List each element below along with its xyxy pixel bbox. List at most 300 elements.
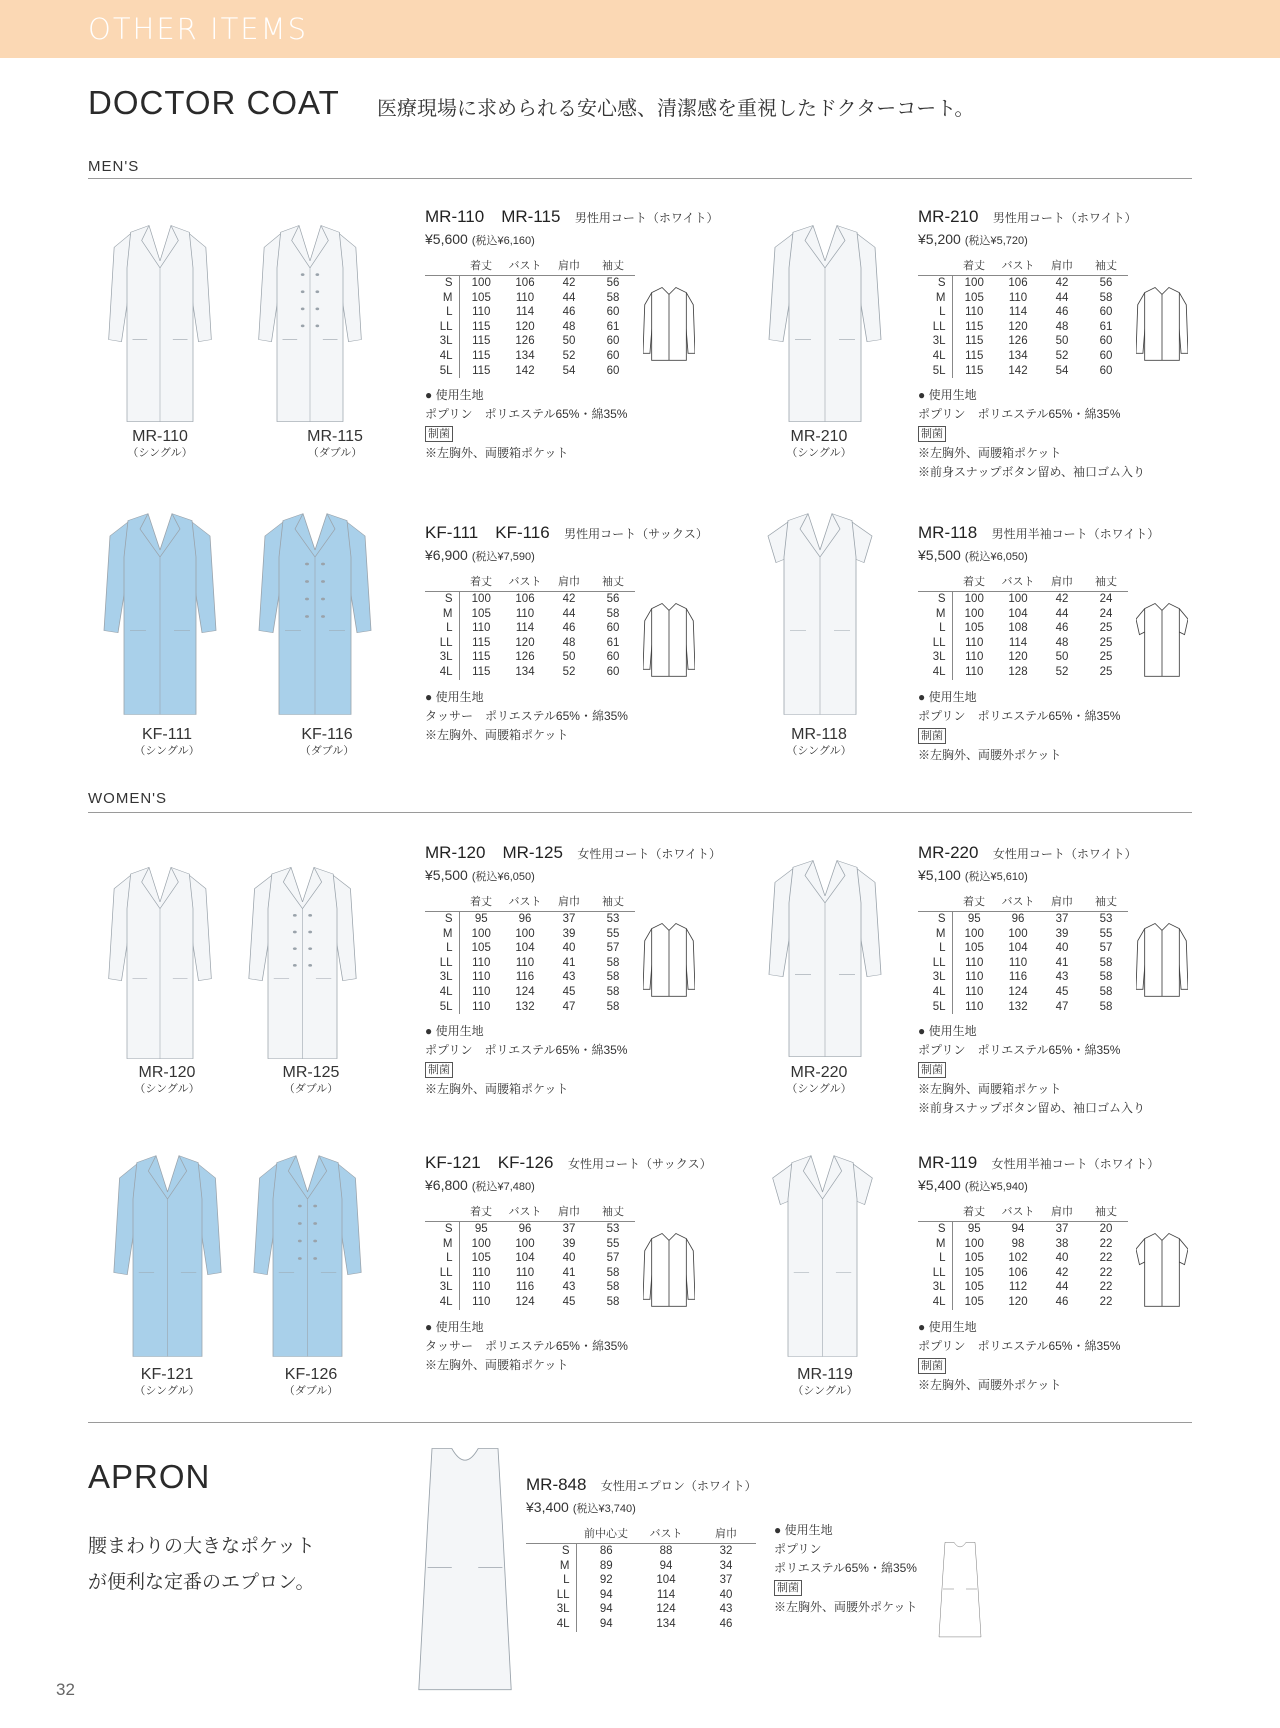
size-row bbox=[526, 1559, 756, 1574]
size-cell: 3L bbox=[425, 650, 459, 665]
size-cell: M bbox=[425, 291, 459, 306]
shoulder-cell: 37 bbox=[562, 913, 576, 925]
shoulder-cell: 44 bbox=[1055, 1281, 1069, 1294]
size-row bbox=[425, 956, 635, 971]
sleeve-cell: 55 bbox=[606, 927, 620, 940]
product-block bbox=[918, 842, 1278, 1118]
length-cell: 110 bbox=[472, 956, 491, 969]
fabric-label: ● 使用生地 bbox=[918, 1024, 977, 1039]
size-cell: M bbox=[918, 927, 952, 942]
length-cell: 110 bbox=[965, 636, 984, 649]
photo-caption-code: MR-220 bbox=[790, 1064, 848, 1081]
sleeve-cell: 57 bbox=[1099, 942, 1113, 955]
size-row bbox=[425, 650, 635, 665]
shoulder-cell: 47 bbox=[562, 1000, 576, 1013]
shoulder-cell: 50 bbox=[1055, 335, 1069, 348]
shoulder-cell: 48 bbox=[562, 320, 576, 333]
size-cell: 4L bbox=[425, 349, 459, 364]
bust-cell: 142 bbox=[1008, 364, 1028, 377]
apron-note: ※左胸外、両腰外ポケット bbox=[774, 1600, 918, 1614]
shoulder-cell: 50 bbox=[1055, 651, 1069, 664]
sleeve-cell: 60 bbox=[606, 306, 620, 319]
photo-caption-code: MR-110 bbox=[132, 428, 188, 445]
front-length-cell: 94 bbox=[599, 1617, 613, 1630]
product-note: ※左胸外、両腰箱ポケット bbox=[425, 1357, 569, 1372]
header-shoulder: 肩巾 bbox=[1040, 1201, 1084, 1222]
product-block bbox=[425, 206, 785, 463]
photo-caption-type: （シングル） bbox=[127, 447, 193, 459]
fabric-detail: ポプリン ポリエステル65%・綿35% bbox=[425, 407, 628, 422]
price-value: ¥5,200 bbox=[918, 231, 961, 247]
fabric-name: ポプリン bbox=[774, 1542, 822, 1556]
product-note: ※左胸外、両腰箱ポケット bbox=[918, 446, 1062, 461]
product-description: 男性用半袖コート（ホワイト） bbox=[991, 527, 1160, 541]
size-cell: M bbox=[425, 1237, 459, 1252]
sleeve-cell: 61 bbox=[1099, 320, 1113, 333]
price-tax: (税込¥7,590) bbox=[471, 551, 535, 563]
coat-photo-mr125 bbox=[245, 862, 360, 1066]
shoulder-cell: 43 bbox=[562, 1281, 576, 1294]
length-cell: 110 bbox=[472, 971, 491, 984]
shoulder-cell: 52 bbox=[562, 665, 576, 678]
photo-caption-code: MR-115 bbox=[307, 428, 363, 445]
header-shoulder: 肩巾 bbox=[1040, 255, 1084, 276]
shoulder-cell: 43 bbox=[719, 1603, 733, 1616]
shoulder-cell: 46 bbox=[719, 1617, 733, 1630]
sleeve-cell: 61 bbox=[606, 636, 620, 649]
size-row bbox=[918, 970, 1128, 985]
bust-cell: 94 bbox=[659, 1559, 673, 1572]
product-price bbox=[425, 865, 785, 887]
bust-cell: 134 bbox=[1008, 349, 1028, 362]
sleeve-cell: 60 bbox=[606, 335, 620, 348]
size-cell: 4L bbox=[425, 985, 459, 1000]
bust-cell: 100 bbox=[1008, 927, 1028, 940]
bust-cell: 132 bbox=[515, 1000, 535, 1013]
size-cell: 3L bbox=[918, 970, 952, 985]
photo-caption-type: （シングル） bbox=[134, 1083, 200, 1095]
photo-caption bbox=[770, 1366, 880, 1398]
fabric-label: ● 使用生地 bbox=[425, 388, 484, 403]
price-value: ¥5,500 bbox=[918, 547, 961, 563]
bust-cell: 110 bbox=[515, 291, 535, 304]
shoulder-cell: 48 bbox=[1055, 636, 1069, 649]
coat-sketch bbox=[1136, 1227, 1188, 1316]
size-row bbox=[918, 636, 1128, 651]
length-cell: 110 bbox=[965, 985, 984, 998]
bust-cell: 114 bbox=[515, 306, 535, 319]
apron-divider bbox=[88, 1422, 1192, 1423]
size-cell: 3L bbox=[918, 334, 952, 349]
bust-cell: 96 bbox=[1011, 913, 1025, 925]
bust-cell: 108 bbox=[1008, 622, 1028, 635]
bust-cell: 114 bbox=[1008, 306, 1028, 319]
product-description: 男性用コート（ホワイト） bbox=[574, 211, 719, 225]
photo-caption bbox=[256, 1366, 366, 1398]
sleeve-cell: 22 bbox=[1099, 1281, 1113, 1294]
page-subtitle: 医療現場に求められる安心感、清潔感を重視したドクターコート。 bbox=[377, 96, 975, 120]
size-row bbox=[918, 665, 1128, 680]
size-row bbox=[918, 956, 1128, 971]
sleeve-cell: 58 bbox=[606, 1000, 620, 1013]
header-sleeve: 袖丈 bbox=[1084, 571, 1128, 592]
size-row bbox=[918, 364, 1128, 379]
sleeve-cell: 58 bbox=[1099, 971, 1113, 984]
photo-caption-type: （ダブル） bbox=[283, 1083, 339, 1095]
product-price bbox=[425, 545, 785, 567]
size-row bbox=[425, 941, 635, 956]
shoulder-cell: 44 bbox=[1055, 291, 1069, 304]
size-row bbox=[425, 607, 635, 622]
shoulder-cell: 41 bbox=[562, 1266, 576, 1279]
fabric-label: ● 使用生地 bbox=[425, 1024, 484, 1039]
size-cell: L bbox=[425, 621, 459, 636]
header-sleeve: 袖丈 bbox=[591, 1201, 635, 1222]
apron-description: 女性用エプロン（ホワイト） bbox=[600, 1479, 757, 1493]
size-table bbox=[425, 891, 635, 1014]
price-tax: (税込¥5,720) bbox=[964, 235, 1028, 247]
product-description: 女性用コート（ホワイト） bbox=[577, 847, 722, 861]
sleeve-cell: 58 bbox=[606, 971, 620, 984]
sleeve-cell: 58 bbox=[606, 607, 620, 620]
bust-cell: 126 bbox=[515, 335, 535, 348]
sleeve-cell: 58 bbox=[1099, 1000, 1113, 1013]
apron-sketch bbox=[935, 1519, 985, 1644]
size-cell: L bbox=[918, 621, 952, 636]
size-cell: 4L bbox=[425, 1295, 459, 1310]
shoulder-cell: 41 bbox=[1055, 956, 1069, 969]
mens-section-label: MEN'S bbox=[88, 158, 140, 175]
price-value: ¥5,100 bbox=[918, 867, 961, 883]
front-length-cell: 89 bbox=[599, 1559, 613, 1572]
photo-caption-code: MR-120 bbox=[138, 1064, 196, 1081]
header-bust: バスト bbox=[636, 1523, 696, 1544]
sleeve-cell: 25 bbox=[1099, 651, 1113, 664]
fabric-label: ● 使用生地 bbox=[918, 1319, 977, 1334]
size-cell: S bbox=[425, 912, 459, 927]
bust-cell: 104 bbox=[1008, 942, 1028, 955]
shoulder-cell: 46 bbox=[562, 622, 576, 635]
apron-lead-line-2: が便利な定番のエプロン。 bbox=[88, 1571, 315, 1593]
photo-caption-type: （ダブル） bbox=[283, 1385, 339, 1397]
size-row bbox=[425, 276, 635, 291]
length-cell: 105 bbox=[964, 1281, 984, 1294]
size-cell: 4L bbox=[526, 1617, 576, 1632]
size-cell: 3L bbox=[425, 1280, 459, 1295]
price-tax: (税込¥6,050) bbox=[471, 871, 535, 883]
bust-cell: 134 bbox=[656, 1617, 676, 1630]
sleeve-cell: 57 bbox=[606, 1252, 620, 1265]
bust-cell: 120 bbox=[515, 636, 535, 649]
header-length: 着丈 bbox=[459, 571, 503, 592]
bust-cell: 104 bbox=[656, 1574, 676, 1587]
bust-cell: 106 bbox=[1008, 1266, 1028, 1279]
size-cell: L bbox=[918, 941, 952, 956]
size-row bbox=[918, 1280, 1128, 1295]
size-cell: 4L bbox=[918, 1295, 952, 1310]
size-cell: S bbox=[425, 1222, 459, 1237]
size-cell: LL bbox=[425, 956, 459, 971]
antibacterial-badge: 制菌 bbox=[918, 1062, 946, 1078]
front-length-cell: 86 bbox=[599, 1545, 613, 1557]
size-row bbox=[918, 1222, 1128, 1237]
length-cell: 100 bbox=[471, 1237, 491, 1250]
size-row bbox=[425, 1000, 635, 1015]
sleeve-cell: 60 bbox=[606, 364, 620, 377]
photo-caption-type: （シングル） bbox=[792, 1385, 858, 1397]
length-cell: 115 bbox=[965, 320, 984, 333]
size-table bbox=[918, 571, 1128, 680]
shoulder-cell: 54 bbox=[1055, 364, 1069, 377]
length-cell: 115 bbox=[965, 335, 984, 348]
price-value: ¥6,900 bbox=[425, 547, 468, 563]
size-cell: 5L bbox=[918, 1000, 952, 1015]
antibacterial-badge: 制菌 bbox=[918, 426, 946, 442]
length-cell: 95 bbox=[967, 1223, 981, 1235]
bust-cell: 134 bbox=[515, 665, 535, 678]
length-cell: 100 bbox=[964, 927, 984, 940]
bust-cell: 96 bbox=[518, 1223, 532, 1235]
product-note: ※左胸外、両腰外ポケット bbox=[918, 1377, 1062, 1392]
length-cell: 100 bbox=[964, 277, 984, 289]
bust-cell: 124 bbox=[1008, 985, 1028, 998]
shoulder-cell: 32 bbox=[719, 1545, 733, 1557]
price-value: ¥3,400 bbox=[526, 1499, 569, 1515]
bust-cell: 116 bbox=[515, 971, 535, 984]
photo-caption bbox=[272, 726, 382, 758]
bust-cell: 104 bbox=[1008, 607, 1028, 620]
price-tax: (税込¥3,740) bbox=[572, 1503, 636, 1515]
bust-cell: 124 bbox=[515, 1295, 535, 1308]
length-cell: 105 bbox=[471, 1252, 491, 1265]
sleeve-cell: 55 bbox=[606, 1237, 620, 1250]
coat-sketch bbox=[643, 1227, 695, 1316]
photo-caption-code: KF-121 bbox=[140, 1366, 194, 1383]
coat-photo-kf126 bbox=[250, 1150, 365, 1364]
product-note: ※左胸外、両腰箱ポケット bbox=[918, 1082, 1062, 1097]
sleeve-cell: 58 bbox=[606, 1266, 620, 1279]
header-sleeve: 袖丈 bbox=[1084, 891, 1128, 912]
sleeve-cell: 24 bbox=[1099, 607, 1113, 620]
length-cell: 115 bbox=[472, 320, 491, 333]
length-cell: 110 bbox=[965, 1000, 984, 1013]
bust-cell: 132 bbox=[1008, 1000, 1028, 1013]
length-cell: 110 bbox=[472, 985, 491, 998]
price-tax: (税込¥5,610) bbox=[964, 871, 1028, 883]
shoulder-cell: 42 bbox=[1055, 1266, 1069, 1279]
shoulder-cell: 42 bbox=[1055, 277, 1069, 289]
sleeve-cell: 22 bbox=[1099, 1252, 1113, 1265]
fabric-detail: ポプリン ポリエステル65%・綿35% bbox=[918, 407, 1121, 422]
length-cell: 105 bbox=[471, 607, 491, 620]
size-cell: S bbox=[918, 1222, 952, 1237]
size-row bbox=[425, 1251, 635, 1266]
length-cell: 115 bbox=[472, 665, 491, 678]
header-bust: バスト bbox=[503, 255, 547, 276]
photo-caption-type: （ダブル） bbox=[299, 745, 355, 757]
size-cell: L bbox=[425, 941, 459, 956]
size-cell: M bbox=[918, 291, 952, 306]
sleeve-cell: 60 bbox=[606, 622, 620, 635]
length-cell: 105 bbox=[964, 1266, 984, 1279]
size-row bbox=[918, 607, 1128, 622]
fabric-label: ● 使用生地 bbox=[425, 1319, 484, 1334]
fabric-label: ● 使用生地 bbox=[918, 689, 977, 704]
sleeve-cell: 22 bbox=[1099, 1237, 1113, 1250]
size-cell: L bbox=[918, 305, 952, 320]
size-cell: 3L bbox=[425, 970, 459, 985]
header-shoulder: 肩巾 bbox=[547, 891, 591, 912]
shoulder-cell: 46 bbox=[562, 306, 576, 319]
shoulder-cell: 37 bbox=[1055, 913, 1069, 925]
size-row bbox=[918, 621, 1128, 636]
size-cell: 4L bbox=[425, 665, 459, 680]
sleeve-cell: 25 bbox=[1099, 636, 1113, 649]
antibacterial-badge: 制菌 bbox=[774, 1580, 802, 1596]
fabric-detail: ポプリン ポリエステル65%・綿35% bbox=[918, 1338, 1121, 1353]
fabric-label: ● 使用生地 bbox=[918, 388, 977, 403]
shoulder-cell: 37 bbox=[719, 1574, 733, 1587]
apron-title: APRON bbox=[88, 1458, 211, 1495]
bust-cell: 128 bbox=[1008, 665, 1028, 678]
photo-caption-code: MR-119 bbox=[797, 1366, 853, 1383]
length-cell: 105 bbox=[964, 1295, 984, 1308]
product-codes: MR-220 bbox=[918, 843, 979, 862]
bust-cell: 124 bbox=[515, 985, 535, 998]
sleeve-cell: 60 bbox=[606, 349, 620, 362]
size-table bbox=[425, 1201, 635, 1310]
length-cell: 95 bbox=[967, 913, 981, 925]
shoulder-cell: 43 bbox=[562, 971, 576, 984]
sleeve-cell: 60 bbox=[606, 651, 620, 664]
apron-code: MR-848 bbox=[526, 1475, 587, 1494]
sleeve-cell: 58 bbox=[606, 291, 620, 304]
header-shoulder: 肩巾 bbox=[1040, 571, 1084, 592]
size-row bbox=[918, 276, 1128, 291]
header-bust: バスト bbox=[503, 1201, 547, 1222]
price-value: ¥5,500 bbox=[425, 867, 468, 883]
length-cell: 105 bbox=[471, 291, 491, 304]
shoulder-cell: 46 bbox=[1055, 622, 1069, 635]
size-row bbox=[425, 927, 635, 942]
sleeve-cell: 53 bbox=[606, 913, 620, 925]
length-cell: 110 bbox=[965, 956, 984, 969]
size-row bbox=[918, 592, 1128, 607]
size-row bbox=[918, 650, 1128, 665]
length-cell: 115 bbox=[472, 651, 491, 664]
bust-cell: 120 bbox=[1008, 1295, 1028, 1308]
product-description: 男性用コート（ホワイト） bbox=[992, 211, 1137, 225]
bust-cell: 114 bbox=[515, 622, 535, 635]
size-cell: 3L bbox=[526, 1602, 576, 1617]
size-table bbox=[918, 255, 1128, 378]
apron-photo bbox=[410, 1440, 520, 1699]
photo-caption-type: （シングル） bbox=[134, 1385, 200, 1397]
length-cell: 105 bbox=[964, 622, 984, 635]
product-codes: KF-121 KF-126 bbox=[425, 1153, 554, 1172]
bust-cell: 134 bbox=[515, 349, 535, 362]
size-cell: M bbox=[526, 1559, 576, 1574]
photo-caption bbox=[105, 428, 215, 460]
product-note: ※前身スナップボタン留め、袖口ゴム入り bbox=[918, 1101, 1146, 1116]
coat-sketch bbox=[1136, 917, 1188, 1006]
length-cell: 110 bbox=[472, 622, 491, 635]
header-bust: バスト bbox=[996, 571, 1040, 592]
length-cell: 115 bbox=[472, 349, 491, 362]
coat-sketch bbox=[643, 281, 695, 370]
size-cell: S bbox=[918, 276, 952, 291]
size-row bbox=[918, 334, 1128, 349]
length-cell: 105 bbox=[964, 942, 984, 955]
header-shoulder: 肩巾 bbox=[547, 255, 591, 276]
shoulder-cell: 42 bbox=[562, 277, 576, 289]
photo-caption bbox=[112, 1366, 222, 1398]
shoulder-cell: 45 bbox=[562, 1295, 576, 1308]
bust-cell: 126 bbox=[1008, 335, 1028, 348]
product-block bbox=[918, 206, 1278, 482]
coat-photo-kf111 bbox=[100, 508, 220, 722]
size-cell: S bbox=[918, 592, 952, 607]
bust-cell: 126 bbox=[515, 651, 535, 664]
antibacterial-badge: 制菌 bbox=[918, 1358, 946, 1374]
shoulder-cell: 46 bbox=[1055, 1295, 1069, 1308]
product-codes: MR-119 bbox=[918, 1153, 978, 1172]
shoulder-cell: 54 bbox=[562, 364, 576, 377]
shoulder-cell: 42 bbox=[562, 593, 576, 605]
bust-cell: 116 bbox=[515, 1281, 535, 1294]
fabric-detail: ポプリン ポリエステル65%・綿35% bbox=[425, 1043, 628, 1058]
length-cell: 115 bbox=[965, 364, 984, 377]
size-row bbox=[526, 1602, 756, 1617]
header-shoulder: 肩巾 bbox=[547, 571, 591, 592]
coat-sketch bbox=[643, 597, 695, 686]
front-length-cell: 92 bbox=[599, 1574, 613, 1587]
price-value: ¥5,600 bbox=[425, 231, 468, 247]
length-cell: 100 bbox=[471, 277, 491, 289]
shoulder-cell: 41 bbox=[562, 956, 576, 969]
size-table bbox=[425, 571, 635, 680]
shoulder-cell: 40 bbox=[1055, 942, 1069, 955]
bust-cell: 142 bbox=[515, 364, 535, 377]
header-length: 着丈 bbox=[459, 1201, 503, 1222]
product-price bbox=[918, 545, 1278, 567]
fabric-detail: ポプリン ポリエステル65%・綿35% bbox=[918, 1043, 1121, 1058]
size-row bbox=[918, 349, 1128, 364]
size-cell: 3L bbox=[918, 1280, 952, 1295]
length-cell: 110 bbox=[965, 665, 984, 678]
product-price bbox=[918, 1175, 1278, 1197]
header-bust: バスト bbox=[503, 891, 547, 912]
bust-cell: 110 bbox=[515, 956, 535, 969]
sleeve-cell: 58 bbox=[606, 956, 620, 969]
product-price bbox=[918, 865, 1278, 887]
front-length-cell: 94 bbox=[599, 1603, 613, 1616]
size-cell: 4L bbox=[918, 349, 952, 364]
size-cell: 4L bbox=[918, 665, 952, 680]
shoulder-cell: 47 bbox=[1055, 1000, 1069, 1013]
photo-caption-type: （シングル） bbox=[786, 447, 852, 459]
bust-cell: 104 bbox=[515, 942, 535, 955]
shoulder-cell: 44 bbox=[1055, 607, 1069, 620]
length-cell: 100 bbox=[471, 927, 491, 940]
shoulder-cell: 40 bbox=[719, 1588, 733, 1601]
size-cell: 4L bbox=[918, 985, 952, 1000]
header-shoulder: 肩巾 bbox=[696, 1523, 756, 1544]
antibacterial-badge: 制菌 bbox=[425, 1062, 453, 1078]
photo-caption-code: KF-116 bbox=[301, 726, 353, 743]
price-tax: (税込¥5,940) bbox=[964, 1181, 1028, 1193]
bust-cell: 100 bbox=[515, 927, 535, 940]
